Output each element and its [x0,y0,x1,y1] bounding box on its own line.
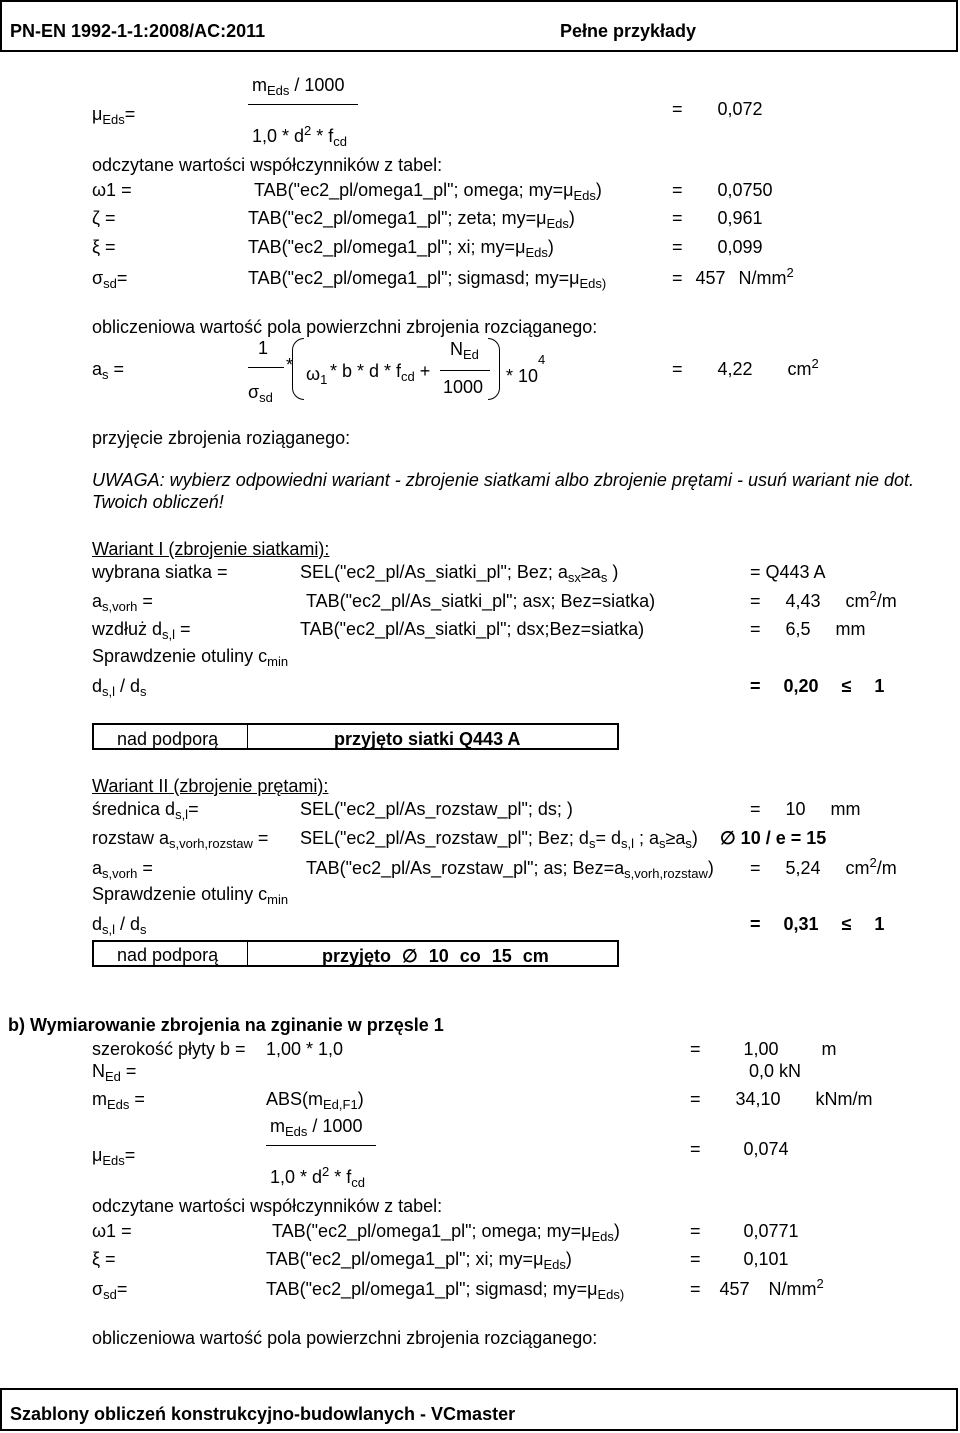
footer-text: Szablony obliczeń konstrukcyjno-budowlanych - VCmaster [10,1404,516,1424]
sigma-sd-2-value: = 457 $N/mm^2$ [690,1276,824,1299]
ned-label: $N_{Ed}$ = [92,1061,137,1084]
ratio-2-value: = 0,31 ≤ 1 [750,914,885,934]
mesh-selected-expr: SEL("ec2_pl/As_siatki_pl"; Bez; $a_{sx}\ge a_s$ ) [300,562,619,585]
variant-1-title: Wariant I (zbrojenie siatkami): [92,539,330,559]
box-divider [247,725,248,748]
m-eds-label: $m_{Eds}$ = [92,1089,145,1112]
as-vorh-label: $a_{s,vorh}$ = [92,591,153,614]
slab-width-value: = 1,00 m [690,1039,837,1059]
diameter-value: = 10 mm [750,799,861,819]
read-tables-text: odczytane wartości współczynników z tabel: [92,155,443,175]
xi-value: = 0,099 [672,237,763,257]
as-2-heading: obliczeniowa wartość pola powierzchni zbrojenia rozciąganego: [92,1328,598,1348]
zeta-value: = 0,961 [672,208,763,228]
formula-ned: $N_{Ed}$ [450,339,479,362]
mu-eds-value: = 0,072 [672,99,763,119]
accepted-mesh: przyjęto siatki Q443 A [334,729,521,749]
zeta-label: ζ = [92,208,116,228]
as-vorh-2-value: = 5,24 $cm^2/m$ [750,855,897,878]
ratio-2-label: $d_{s,l} / d_s$ [92,914,147,937]
mesh-selected-value: = Q443 A [750,562,826,582]
ned-value: 0,0 kN [749,1061,802,1081]
sigma-sd-expr: TAB("ec2_pl/omega1_pl"; sigmasd; $my=\mu_{Eds)}$ [248,268,607,291]
as-heading: obliczeniowa wartość pola powierzchni zbrojenia rozciąganego: [92,317,598,337]
accept-reinforcement-text: przyjęcie zbrojenia roziąganego: [92,428,351,448]
sigma-sd-value: = 457 $N/mm^2$ [672,265,794,288]
section-b-heading: b) Wymiarowanie zbrojenia na zginanie w przęsle 1 [8,1015,444,1035]
formula-power: * $10^4$ [506,352,546,386]
xi-label: ξ = [92,237,116,257]
formula-sigma-sd: $\sigma_{sd}$ [248,382,273,405]
variant-2-title: Wariant II (zbrojenie prętami): [92,776,329,796]
accepted-bars: przyjęto ∅ 10 co 15 cm [322,946,549,966]
sigma-sd-2-label: $\sigma_{sd}=$ [92,1279,128,1302]
zeta-expr: TAB("ec2_pl/omega1_pl"; zeta; $my=\mu_{Eds}$) [248,208,575,231]
box-divider-2 [247,942,248,965]
variant-1-result-box [92,723,619,750]
m-eds-expr: $ABS(m_{Ed,F1})$ [266,1089,364,1112]
xi-2-expr: TAB("ec2_pl/omega1_pl"; xi; $my=\mu_{Eds}$) [266,1249,572,1272]
formula-star: * [286,355,294,375]
omega1-expr: TAB("ec2_pl/omega1_pl"; omega; $my=\mu_{Eds}$) [254,180,602,203]
fraction-2-numerator: $m_{Eds} / 1000$ [270,1116,363,1139]
as-label: $a_s$ = [92,359,125,382]
xi-2-label: ξ = [92,1249,116,1269]
diameter-label: średnica $d_{s,l}=$ [92,799,199,822]
formula-1000: 1000 [443,377,484,397]
dsl-label: wzdłuż $d_{s,l}$ = [92,619,191,642]
formula-fraction-line-1 [248,367,284,368]
fraction-numerator: $m_{Eds} / 1000$ [252,75,345,98]
formula-omega1: $\omega_1$ [306,364,328,387]
dsl-value: = 6,5 mm [750,619,866,639]
ratio-label: $d_{s,l} / d_s$ [92,676,147,699]
omega1-2-value: = 0,0771 [690,1221,799,1241]
fraction-2-line [266,1145,376,1146]
mu-eds-2-value: = 0,074 [690,1139,789,1159]
left-parenthesis [292,338,304,400]
header-section: Pełne przykłady [560,21,697,41]
xi-expr: TAB("ec2_pl/omega1_pl"; xi; $my=\mu_{Eds}$) [248,237,554,260]
as-vorh-2-expr: TAB("ec2_pl/As_rozstaw_pl"; as; $Bez=a_{s,vorh,rozstaw}$) [306,858,714,881]
omega1-2-label: ω1 = [92,1221,132,1241]
ratio-value: = 0,20 ≤ 1 [750,676,885,696]
sigma-sd-2-expr: TAB("ec2_pl/omega1_pl"; sigmasd; $my=\mu_{Eds)}$ [266,1279,625,1302]
right-parenthesis [488,338,500,400]
mu-eds-2-label: $\mu_{Eds}=$ [92,1145,136,1168]
as-value: = 4,22 $cm^2$ [672,356,819,379]
support-label: nad podporą [117,729,219,749]
fraction-line [248,104,358,105]
header-standard: PN-EN 1992-1-1:2008/AC:2011 [10,21,266,41]
warning-note: UWAGA: wybierz odpowiedni wariant - zbrojenie siatkami albo zbrojenie prętami - usuń wariant nie dot. Twoich obliczeń! [92,470,915,512]
xi-2-value: = 0,101 [690,1249,789,1269]
fraction-2-denominator: $1,0 * d^2 * f_{cd}$ [270,1164,366,1190]
spacing-value: ∅ 10 / e = 15 [720,828,827,848]
cover-check-label: Sprawdzenie otuliny $c_{min}$ [92,646,289,669]
page-header [0,0,958,52]
sigma-sd-label: $\sigma_{sd}=$ [92,268,128,291]
spacing-label: rozstaw $a_{s,vorh,rozstaw}$ = [92,828,269,851]
formula-mid-term: * b * d * $f_{cd}$ + [330,361,431,384]
mesh-selected-label: wybrana siatka = [92,562,228,582]
diameter-expr: SEL("ec2_pl/As_rozstaw_pl"; ds; ) [300,799,573,819]
variant-2-result-box [92,940,619,967]
slab-width-label: szerokość płyty b = [92,1039,246,1059]
cover-check-2-label: Sprawdzenie otuliny $c_{min}$ [92,884,289,907]
page-footer [0,1388,958,1431]
as-vorh-2-label: $a_{s,vorh}$ = [92,858,153,881]
slab-width-expr: 1,00 * 1,0 [266,1039,344,1059]
as-vorh-value: = 4,43 $cm^2/m$ [750,588,897,611]
omega1-2-expr: TAB("ec2_pl/omega1_pl"; omega; $my=\mu_{Eds}$) [272,1221,620,1244]
as-vorh-expr: TAB("ec2_pl/As_siatki_pl"; asx; Bez=siatka) [306,591,656,611]
mu-eds-label: $\mu_{Eds}=$ [92,104,136,127]
m-eds-value: = 34,10 kNm/m [690,1089,873,1109]
omega1-label: ω1 = [92,180,132,200]
formula-one: 1 [258,338,269,358]
read-tables-2-text: odczytane wartości współczynników z tabel: [92,1196,443,1216]
fraction-denominator: $1,0 * d^2 * f_{cd}$ [252,123,348,149]
omega1-value: = 0,0750 [672,180,773,200]
spacing-expr: SEL("ec2_pl/As_rozstaw_pl"; Bez; $d_s= d_{s,l}$ ; $a_s\ge a_s$) [300,828,698,851]
support-label-2: nad podporą [117,945,219,965]
dsl-expr: TAB("ec2_pl/As_siatki_pl"; dsx;Bez=siatka) [300,619,645,639]
formula-fraction-line-2 [440,370,490,371]
